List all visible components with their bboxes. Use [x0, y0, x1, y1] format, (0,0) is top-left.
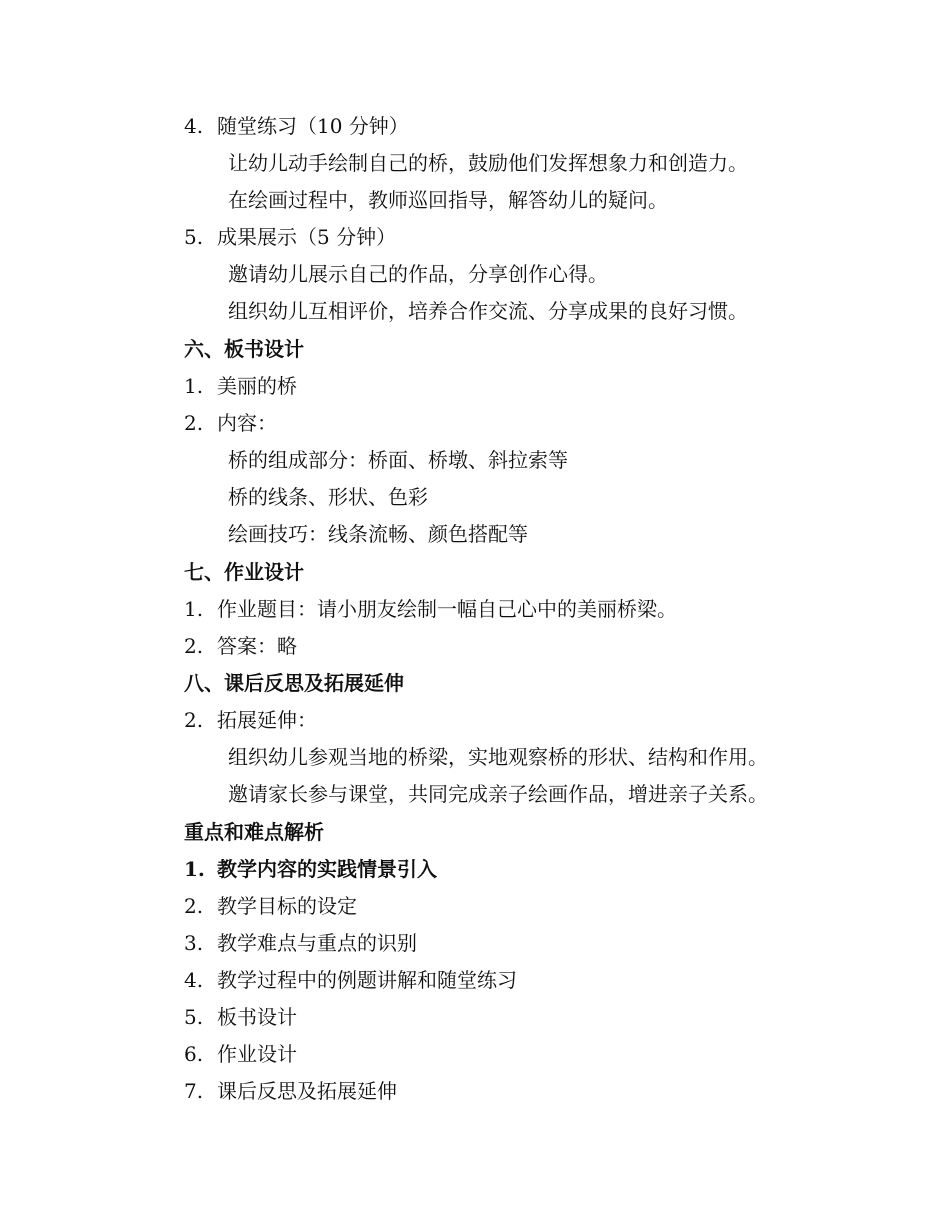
item-number: 5.: [184, 1005, 204, 1029]
item-text: 教学过程中的例题讲解和随堂练习: [217, 968, 517, 992]
item-number: 6.: [184, 1042, 204, 1066]
paragraph-text: 让幼儿动手绘制自己的桥，鼓励他们发挥想象力和创造力。: [228, 151, 748, 175]
item-text: 答案：略: [217, 634, 297, 658]
item-text: 课后反思及拓展延伸: [217, 1079, 397, 1103]
paragraph-text: 桥的组成部分：桥面、桥墩、斜拉索等: [228, 448, 568, 472]
item-number: 2.: [184, 708, 204, 732]
item-number: 1.: [184, 597, 204, 621]
paragraph-text: 组织幼儿互相评价，培养合作交流、分享成果的良好习惯。: [228, 299, 748, 323]
paragraph-text: 绘画技巧：线条流畅、颜色搭配等: [228, 522, 528, 546]
paragraph-text: 邀请幼儿展示自己的作品，分享创作心得。: [228, 262, 608, 286]
heading-text: 七、作业设计: [184, 560, 304, 584]
item-text: 教学目标的设定: [217, 894, 357, 918]
item-text: 教学难点与重点的识别: [217, 931, 417, 955]
item-text: 作业设计: [217, 1042, 297, 1066]
item-number: 4.: [184, 114, 204, 138]
item-number: 7.: [184, 1079, 204, 1103]
paragraph-text: 组织幼儿参观当地的桥梁，实地观察桥的形状、结构和作用。: [228, 745, 768, 769]
item-number: 2.: [184, 634, 204, 658]
paragraph-text: 在绘画过程中，教师巡回指导，解答幼儿的疑问。: [228, 188, 668, 212]
heading-text: 八、课后反思及拓展延伸: [184, 671, 404, 695]
heading-text: 重点和难点解析: [184, 820, 324, 844]
paragraph-text: 邀请家长参与课堂，共同完成亲子绘画作品，增进亲子关系。: [228, 782, 768, 806]
item-number: 2.: [184, 894, 204, 918]
heading-text: 六、板书设计: [184, 337, 304, 361]
item-title: 成果展示（5 分钟）: [217, 225, 397, 249]
item-text: 拓展延伸：: [217, 708, 317, 732]
item-number: 4.: [184, 968, 204, 992]
item-text: 作业题目：请小朋友绘制一幅自己心中的美丽桥梁。: [217, 597, 677, 621]
item-number: 1.: [184, 857, 205, 881]
item-text: 美丽的桥: [217, 374, 297, 398]
item-number: 1.: [184, 374, 204, 398]
item-text: 内容：: [217, 411, 277, 435]
item-number: 3.: [184, 931, 204, 955]
item-number: 5.: [184, 225, 204, 249]
item-text: 板书设计: [217, 1005, 297, 1029]
item-number: 2.: [184, 411, 204, 435]
item-title: 随堂练习（10 分钟）: [217, 114, 409, 138]
item-text: 教学内容的实践情景引入: [217, 857, 437, 881]
paragraph-text: 桥的线条、形状、色彩: [228, 485, 428, 509]
